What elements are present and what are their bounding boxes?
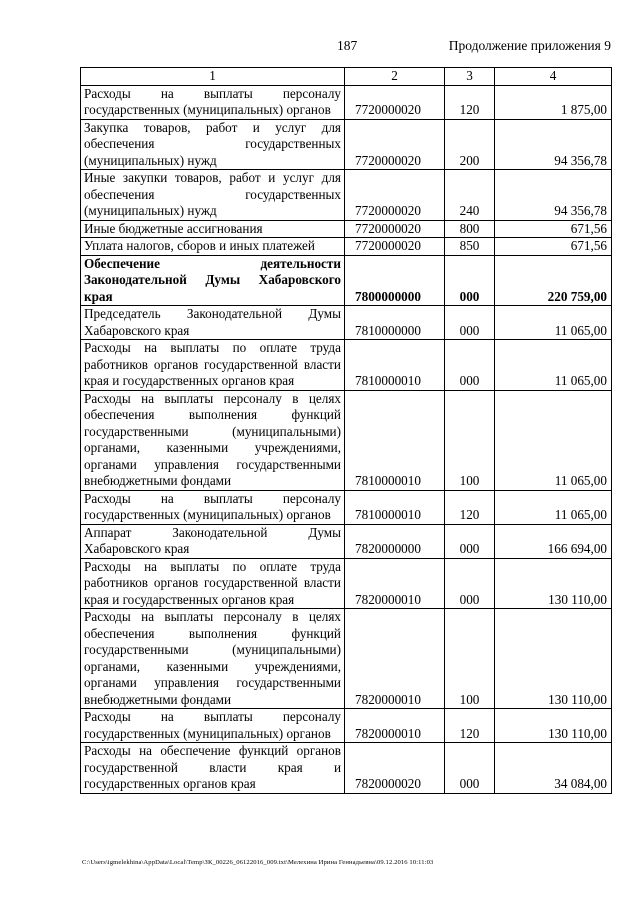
table-row (81, 709, 612, 743)
row-amount: 11 065,00 (495, 390, 612, 490)
row-expense-type: 000 (445, 255, 495, 306)
row-amount: 11 065,00 (495, 340, 612, 391)
row-target-code: 7810000010 (345, 490, 445, 524)
row-expense-type: 000 (445, 340, 495, 391)
row-expense-type: 100 (445, 390, 495, 490)
row-expense-type: 100 (445, 609, 495, 709)
row-name: Расходы на выплаты персоналу государственных (муниципальных) органов (81, 709, 345, 743)
row-target-code: 7720000020 (345, 220, 445, 238)
row-name: Аппарат Законодательной Думы Хабаровского края (81, 524, 345, 558)
row-amount: 130 110,00 (495, 709, 612, 743)
row-name: Председатель Законодательной Думы Хабаровского края (81, 306, 345, 340)
row-target-code: 7810000010 (345, 390, 445, 490)
row-name: Иные закупки товаров, работ и услуг для обеспечения государственных (муниципальных) нужд (81, 170, 345, 221)
row-expense-type: 240 (445, 170, 495, 221)
row-amount: 94 356,78 (495, 119, 612, 170)
row-target-code: 7720000020 (345, 170, 445, 221)
row-name: Закупка товаров, работ и услуг для обеспечения государственных (муниципальных) нужд (81, 119, 345, 170)
column-number: 3 (445, 68, 495, 86)
table-row (81, 238, 612, 256)
row-target-code: 7720000020 (345, 238, 445, 256)
row-expense-type: 200 (445, 119, 495, 170)
row-name: Расходы на обеспечение функций органов государственной власти края и государственных органов края (81, 743, 345, 794)
table-row (81, 524, 612, 558)
row-target-code: 7720000020 (345, 85, 445, 119)
row-amount: 34 084,00 (495, 743, 612, 794)
row-amount: 94 356,78 (495, 170, 612, 221)
row-target-code: 7820000000 (345, 524, 445, 558)
table-row (81, 220, 612, 238)
row-amount: 130 110,00 (495, 558, 612, 609)
row-amount: 130 110,00 (495, 609, 612, 709)
page-number: 187 (337, 38, 358, 53)
row-amount: 220 759,00 (495, 255, 612, 306)
row-name: Уплата налогов, сборов и иных платежей (81, 238, 345, 256)
table-row (81, 85, 612, 119)
column-number: 1 (81, 68, 345, 86)
row-amount: 671,56 (495, 220, 612, 238)
row-amount: 11 065,00 (495, 490, 612, 524)
row-target-code: 7810000010 (345, 340, 445, 391)
row-target-code: 7820000010 (345, 558, 445, 609)
row-expense-type: 000 (445, 306, 495, 340)
table-row (81, 743, 612, 794)
column-number: 2 (345, 68, 445, 86)
row-name: Расходы на выплаты персоналу в целях обеспечения выполнения функций государственными (муниципальными) органами, казенными учреждениями, органами управления государственными внебюджетными фондами (81, 609, 345, 709)
row-expense-type: 120 (445, 709, 495, 743)
row-amount: 11 065,00 (495, 306, 612, 340)
row-name: Расходы на выплаты по оплате труда работников органов государственной власти края и государственных органов края (81, 558, 345, 609)
row-expense-type: 000 (445, 743, 495, 794)
row-amount: 1 875,00 (495, 85, 612, 119)
row-name: Расходы на выплаты персоналу государственных (муниципальных) органов (81, 85, 345, 119)
column-number-row (81, 68, 612, 86)
column-number: 4 (495, 68, 612, 86)
table-row (81, 306, 612, 340)
row-name: Иные бюджетные ассигнования (81, 220, 345, 238)
row-target-code: 7820000010 (345, 609, 445, 709)
table-row (81, 390, 612, 490)
table-row (81, 490, 612, 524)
table-row (81, 340, 612, 391)
budget-table (80, 67, 612, 794)
table-row (81, 558, 612, 609)
row-target-code: 7810000000 (345, 306, 445, 340)
row-expense-type: 850 (445, 238, 495, 256)
row-expense-type: 120 (445, 85, 495, 119)
row-name: Расходы на выплаты по оплате труда работников органов государственной власти края и государственных органов края (81, 340, 345, 391)
row-expense-type: 000 (445, 524, 495, 558)
row-target-code: 7720000020 (345, 119, 445, 170)
table-row (81, 170, 612, 221)
row-amount: 166 694,00 (495, 524, 612, 558)
row-name: Расходы на выплаты персоналу в целях обеспечения выполнения функций государственными (муниципальными) органами, казенными учреждениями, органами управления государственными внебюджетными фондами (81, 390, 345, 490)
table-row (81, 255, 612, 306)
row-expense-type: 120 (445, 490, 495, 524)
row-name: Обеспечение деятельности Законодательной Думы Хабаровского края (81, 255, 345, 306)
row-name: Расходы на выплаты персоналу государственных (муниципальных) органов (81, 490, 345, 524)
table-row (81, 609, 612, 709)
table-row (81, 119, 612, 170)
row-amount: 671,56 (495, 238, 612, 256)
row-target-code: 7800000000 (345, 255, 445, 306)
file-path-footer: C:\Users\igmelekhina\AppData\Local\Temp\ЗК_00226_06122016_009.txt\Мелехина Ирина Геннадьевна\09.12.2016 10:11:03 (82, 859, 434, 866)
row-target-code: 7820000010 (345, 709, 445, 743)
appendix-note: Продолжение приложения 9 (448, 38, 611, 53)
row-expense-type: 000 (445, 558, 495, 609)
row-target-code: 7820000020 (345, 743, 445, 794)
row-expense-type: 800 (445, 220, 495, 238)
